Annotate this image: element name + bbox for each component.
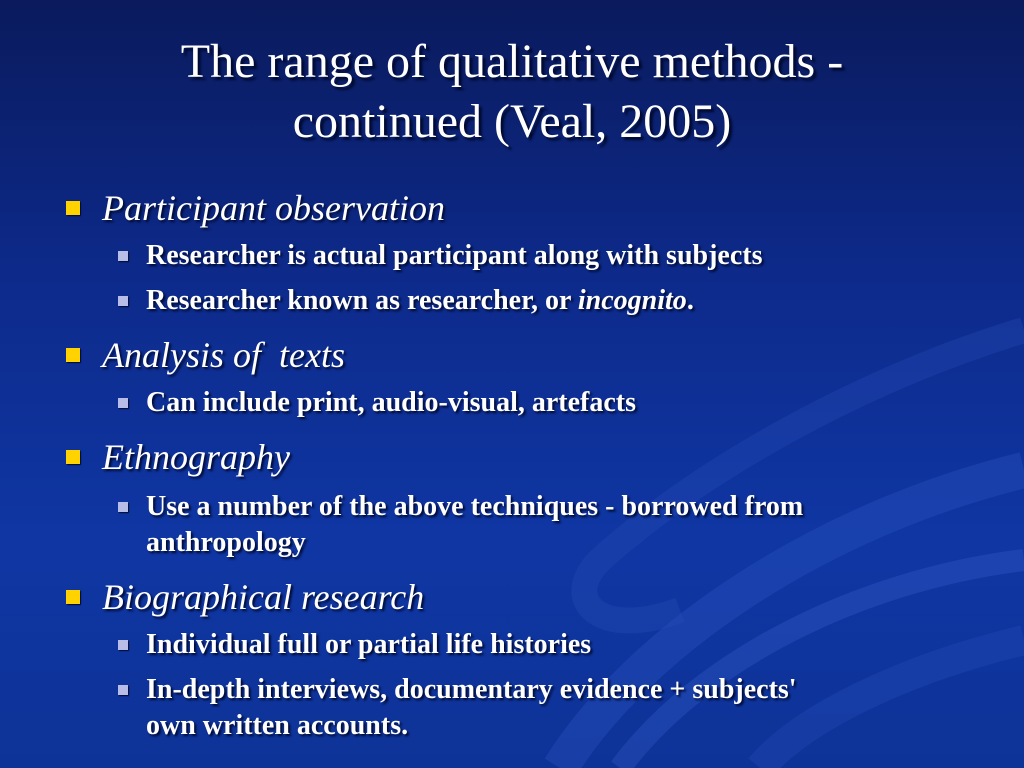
sub-bullet [62, 672, 982, 744]
bullet-ethnography [62, 435, 982, 479]
sub-bullet-text: Individual full or partial life histories [146, 629, 592, 660]
sub-bullet-text-line-2: own written accounts. [146, 710, 409, 741]
square-bullet-icon [118, 296, 128, 306]
square-bullet-icon [118, 398, 128, 408]
sub-bullet-text-line-1: Use a number of the above techniques - borrowed from [146, 491, 804, 522]
sub-bullet-text-line-1: In-depth interviews, documentary evidence + subjects' [146, 674, 797, 705]
slide-title [0, 32, 1024, 152]
sub-bullet-text: Can include print, audio-visual, artefacts [146, 387, 637, 418]
square-bullet-icon [118, 685, 128, 695]
bullet-analysis-of-texts [62, 333, 982, 377]
square-bullet-icon [66, 450, 80, 464]
bullet-list [62, 186, 982, 744]
square-bullet-icon [66, 348, 80, 362]
sub-bullet [62, 627, 982, 663]
bullet-heading: Biographical research [102, 577, 425, 617]
sub-bullet-italic-text: incognito [577, 285, 687, 316]
slide-title-line-2: continued (Veal, 2005) [292, 95, 732, 148]
square-bullet-icon [66, 201, 80, 215]
bullet-heading: Participant observation [102, 188, 445, 228]
square-bullet-icon [66, 590, 80, 604]
bullet-heading: Ethnography [102, 437, 290, 477]
sub-bullet [62, 489, 982, 561]
square-bullet-icon [118, 640, 128, 650]
sub-bullet [62, 385, 982, 421]
sub-bullet-text: Researcher known as researcher, or [146, 285, 578, 316]
bullet-heading: Analysis of texts [102, 335, 345, 375]
bullet-participant-observation [62, 186, 982, 230]
sub-bullet [62, 283, 982, 319]
slide-title-line-1: The range of qualitative methods - [180, 35, 844, 88]
sub-bullet-text-end: . [686, 285, 694, 316]
sub-bullet [62, 238, 982, 274]
bullet-biographical-research [62, 575, 982, 619]
sub-bullet-text: Researcher is actual participant along with subjects [146, 240, 763, 271]
sub-bullet-text-line-2: anthropology [146, 527, 306, 558]
square-bullet-icon [118, 251, 128, 261]
square-bullet-icon [118, 502, 128, 512]
